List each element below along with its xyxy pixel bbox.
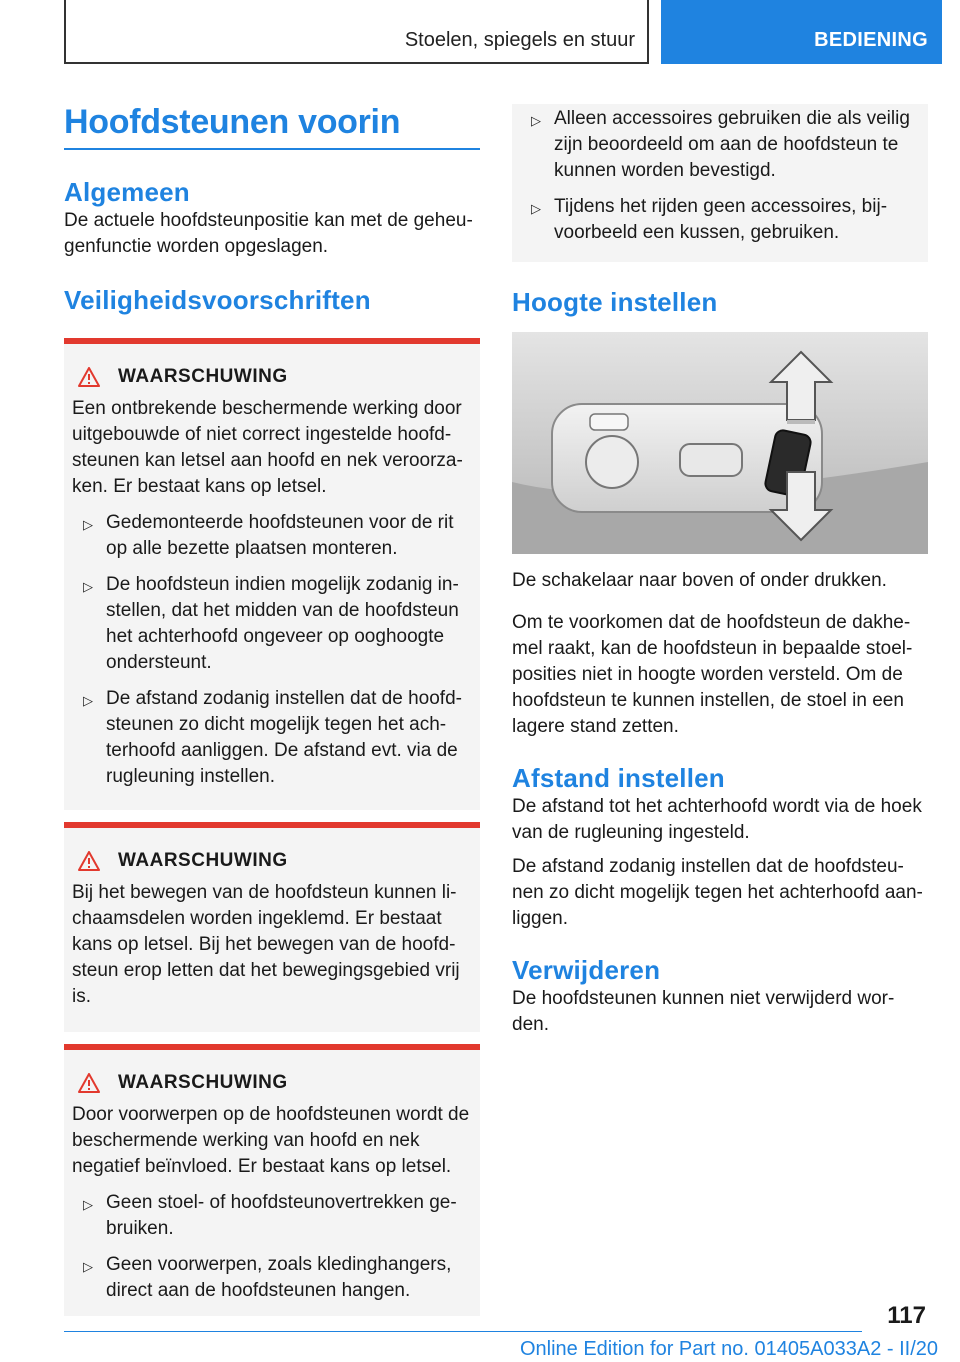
afstand-text-2: De afstand zodanig instellen dat de hoofdsteu-nen zo dicht mogelijk tegen het achterhoofd aan-liggen.: [512, 856, 923, 929]
warning-header: [72, 1068, 470, 1098]
seat-switch-photo: [512, 332, 928, 554]
warning-title: WAARSCHUWING: [118, 1072, 288, 1093]
warning-list: [72, 510, 470, 790]
right-column: [512, 100, 928, 1038]
warning-title: WAARSCHUWING: [118, 850, 288, 871]
seat-switch-illustration: [512, 332, 928, 554]
page-number: 117: [887, 1302, 926, 1329]
triangle-right-icon: ▷: [531, 113, 541, 128]
list-item: ▷ Alleen accessoires gebruiken die als veilig zijn beoordeeld om aan de hoofdsteun te kunnen worden bevestigd.: [531, 108, 910, 181]
warning-box-1: [64, 338, 480, 810]
footer-edition: Online Edition for Part no. 01405A033A2 - II/20: [519, 1338, 938, 1360]
warning-list: [72, 1190, 470, 1304]
verwijderen-text: De hoofdsteunen kunnen niet verwijderd wor-den.: [512, 988, 895, 1035]
warning-triangle-icon: [78, 367, 100, 387]
warning-triangle-icon: [78, 851, 100, 871]
list-item: ▷ Geen stoel- of hoofdsteunovertrekken ge-bruiken.: [83, 1192, 457, 1239]
warning-header: [72, 362, 470, 392]
list-item: ▷ De hoofdsteun indien mogelijk zodanig in-stellen, dat het midden van de hoofdsteun het achterhoofd ongeveer op ooghoogte ondersteunt.: [83, 574, 459, 673]
algemeen-text: De actuele hoofdsteunpositie kan met de geheu-genfunctie worden opgeslagen.: [64, 210, 473, 257]
header-chapter-title: BEDIENING: [814, 29, 928, 51]
warning-triangle-icon: [78, 1073, 100, 1093]
heading-afstand: Afstand instellen: [512, 763, 725, 793]
triangle-right-icon: ▷: [83, 1259, 93, 1274]
list-item: ▷ Geen voorwerpen, zoals kledinghangers, direct aan de hoofdsteunen hangen.: [83, 1254, 452, 1301]
warning-box-3: [64, 1044, 480, 1316]
warning-continuation-box: [512, 104, 928, 262]
list-item: ▷ De afstand zodanig instellen dat de hoofd-steunen zo dicht mogelijk tegen het ach-terhoofd aanliggen. De afstand evt. via de rugleuning instellen.: [83, 688, 462, 787]
hoogte-text-1: De schakelaar naar boven of onder drukken.: [512, 570, 887, 591]
afstand-text-1: De afstand tot het achterhoofd wordt via de hoek van de rugleuning ingesteld.: [512, 796, 922, 843]
triangle-right-icon: ▷: [83, 517, 93, 532]
header-chapter-tab: [661, 0, 942, 64]
triangle-right-icon: ▷: [531, 201, 541, 216]
warning-header: [72, 846, 470, 876]
header-section-title: Stoelen, spiegels en stuur: [404, 29, 635, 51]
footer-rule: [64, 1331, 862, 1332]
triangle-right-icon: ▷: [83, 579, 93, 594]
left-column: [64, 100, 480, 1316]
warning-text: Bij het bewegen van de hoofdsteun kunnen li-chaamsdelen worden ingeklemd. Er bestaat kans op letsel. Bij het bewegen van de hoofd-steun erop letten dat het bewegingsgebied vrij is.: [72, 882, 460, 1007]
triangle-right-icon: ▷: [83, 1197, 93, 1212]
list-item: ▷ Tijdens het rijden geen accessoires, bij-voorbeeld een kussen, gebruiken.: [531, 196, 888, 243]
list-item: ▷ Gedemonteerde hoofdsteunen voor de rit op alle bezette plaatsen monteren.: [83, 512, 454, 559]
warning-box-2: [64, 822, 480, 1032]
heading-algemeen: Algemeen: [64, 177, 190, 207]
warning-title: WAARSCHUWING: [118, 366, 288, 387]
heading-veiligheid: Veiligheidsvoorschriften: [64, 285, 371, 315]
page-title: Hoofdsteunen voorin: [64, 103, 401, 141]
warning-text: Door voorwerpen op de hoofdsteunen wordt de beschermende werking van hoofd en nek negatief beïnvloed. Er bestaat kans op letsel.: [72, 1104, 470, 1177]
heading-verwijderen: Verwijderen: [512, 955, 661, 985]
warning-list: [520, 104, 918, 246]
title-rule: [64, 148, 480, 150]
heading-hoogte: Hoogte instellen: [512, 287, 718, 317]
warning-text: Een ontbrekende beschermende werking door uitgebouwde of niet correct ingestelde hoofd-steunen kan letsel aan hoofd en nek veroorza-ken. Er bestaat kans op letsel.: [72, 398, 463, 497]
header-section-box: [64, 0, 649, 64]
triangle-right-icon: ▷: [83, 693, 93, 708]
hoogte-text-2: Om te voorkomen dat de hoofdsteun de dakhe-mel raakt, kan de hoofdsteun in bepaalde stoel-posities niet in hoogte worden versteld. Om de hoofdsteun te kunnen instellen, de stoel in een lagere stand zetten.: [512, 612, 913, 737]
